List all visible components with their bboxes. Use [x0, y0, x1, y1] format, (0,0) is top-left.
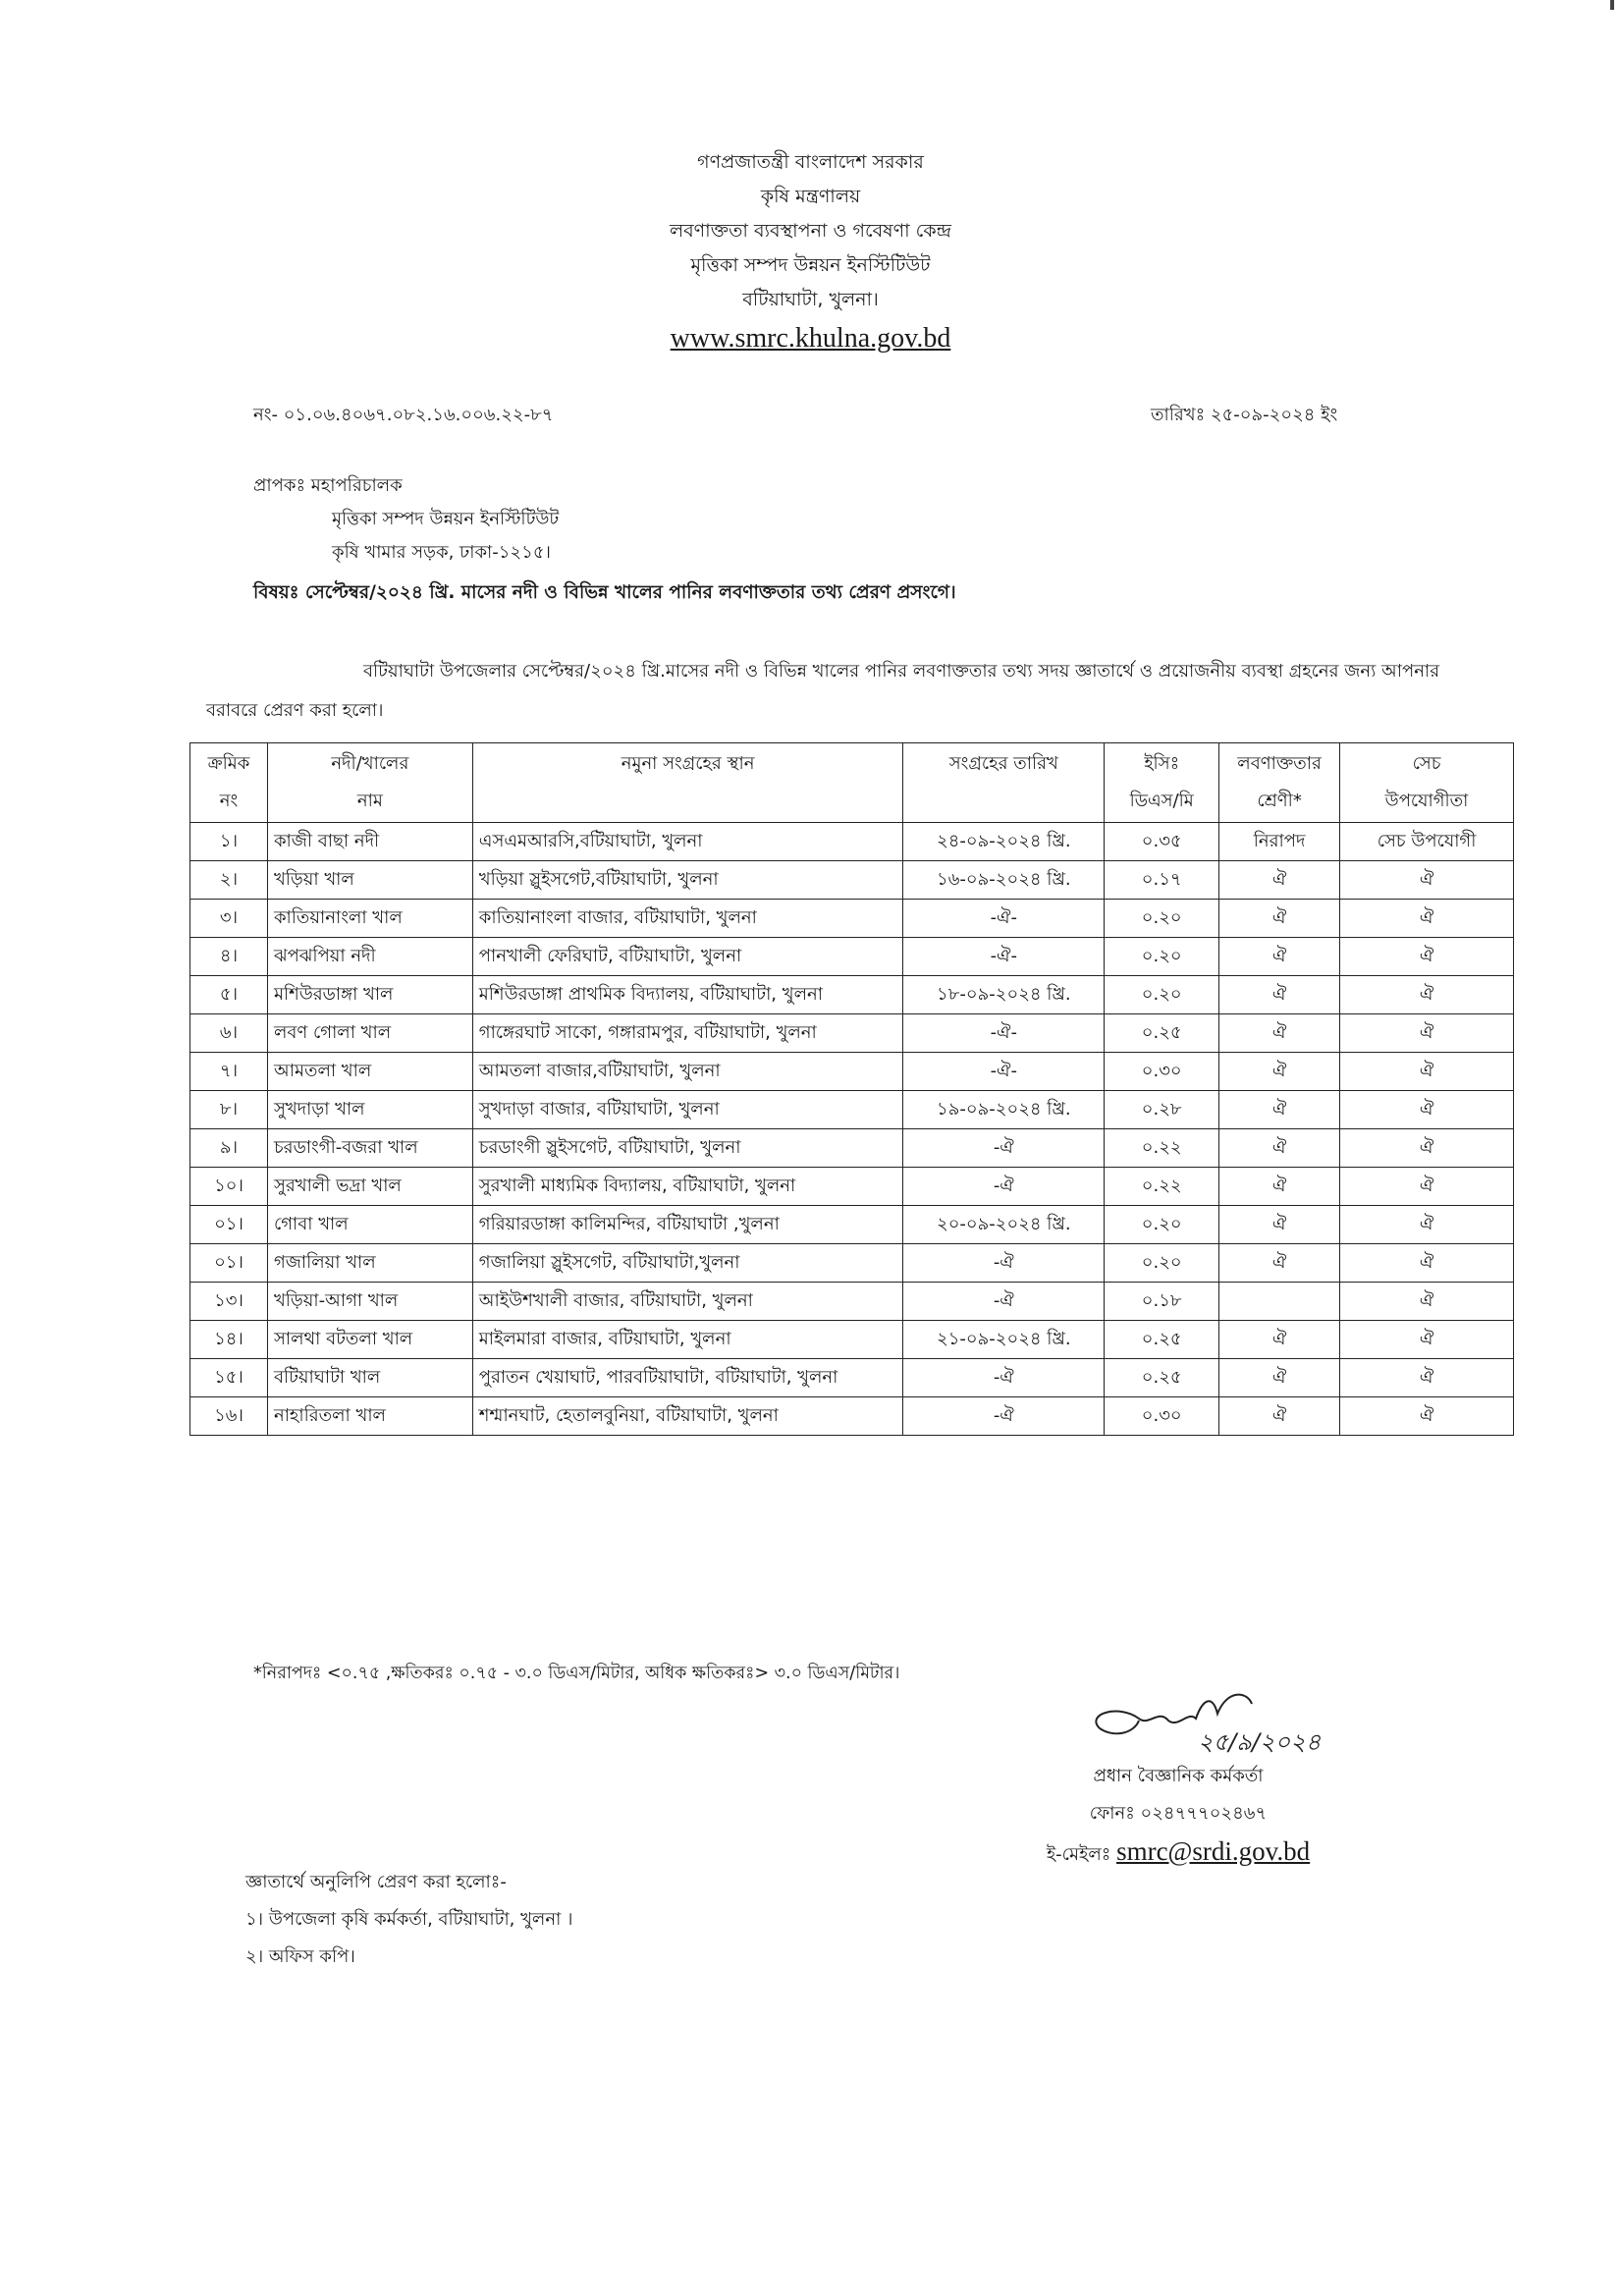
cell-serial: ১৫।: [190, 1359, 268, 1397]
cell-salinity-class: ঐ: [1219, 1321, 1340, 1359]
email-link[interactable]: smrc@srdi.gov.bd: [1116, 1836, 1311, 1866]
cell-salinity-class: ঐ: [1219, 1397, 1340, 1436]
table-row: [190, 1397, 1514, 1436]
recipient-address: কৃষি খামার সড়ক, ঢাকা-১২১৫।: [332, 542, 551, 563]
cell-serial: ৬।: [190, 1014, 268, 1053]
table-row: [190, 1244, 1514, 1283]
table-row: [190, 1321, 1514, 1359]
cell-river-name: সুখদাড়া খাল: [267, 1091, 472, 1129]
table-row: [190, 900, 1514, 938]
cell-irrigation: ঐ: [1340, 1283, 1514, 1321]
letterhead-address: বটিয়াঘাটা, খুলনা।: [742, 289, 879, 310]
cell-ec: ০.২২: [1105, 1168, 1219, 1206]
cell-date: -ঐ: [903, 1129, 1105, 1168]
cell-salinity-class: ঐ: [1219, 1014, 1340, 1053]
letterhead-government: গণপ্রজাতন্ত্রী বাংলাদেশ সরকার: [697, 151, 924, 173]
cell-location: গজালিয়া স্লুইসগেট, বটিয়াঘাটা,খুলনা: [472, 1244, 903, 1283]
cell-ec: ০.১৮: [1105, 1283, 1219, 1321]
header-irrigation: সেচ উপযোগীতা: [1340, 743, 1514, 823]
copy-to-title: জ্ঞাতার্থে অনুলিপি প্রেরণ করা হলোঃ-: [245, 1872, 507, 1892]
table-row: [190, 1206, 1514, 1244]
cell-date: -ঐ-: [903, 1014, 1105, 1053]
cell-irrigation: ঐ: [1340, 1321, 1514, 1359]
letterhead-ministry: কৃষি মন্ত্রণালয়: [760, 186, 861, 207]
cell-serial: ৯।: [190, 1129, 268, 1168]
cell-date: -ঐ: [903, 1283, 1105, 1321]
cell-salinity-class: ঐ: [1219, 900, 1340, 938]
cell-location: গরিয়ারডাঙ্গা কালিমন্দির, বটিয়াঘাটা ,খুলনা: [472, 1206, 903, 1244]
cell-salinity-class: [1219, 1283, 1340, 1321]
cell-location: কাতিয়ানাংলা বাজার, বটিয়াঘাটা, খুলনা: [472, 900, 903, 938]
cell-irrigation: ঐ: [1340, 1091, 1514, 1129]
cell-ec: ০.২৫: [1105, 1359, 1219, 1397]
header-ec: ইসিঃ ডিএস/মি: [1105, 743, 1219, 823]
cell-salinity-class: ঐ: [1219, 1206, 1340, 1244]
subject-line: বিষয়ঃ সেপ্টেম্বর/২০২৪ খ্রি. মাসের নদী ও বিভিন্ন খালের পানির লবণাক্ততার তথ্য প্রেরণ প্রসংগে।: [253, 582, 956, 603]
cell-river-name: লবণ গোলা খাল: [267, 1014, 472, 1053]
table-row: [190, 1091, 1514, 1129]
table-row: [190, 1168, 1514, 1206]
memo-number: নং- ০১.০৬.৪০৬৭.০৮২.১৬.০০৬.২২-৮৭: [253, 405, 554, 425]
table-row: [190, 976, 1514, 1014]
cell-irrigation: ঐ: [1340, 976, 1514, 1014]
copy-to-item: ১। উপজেলা কৃষি কর্মকর্তা, বটিয়াঘাটা, খুলনা ।: [245, 1909, 573, 1930]
cell-salinity-class: নিরাপদ: [1219, 823, 1340, 861]
header-salinity-class: লবণাক্ততার শ্রেণী*: [1219, 743, 1340, 823]
cell-date: ২১-০৯-২০২৪ খ্রি.: [903, 1321, 1105, 1359]
body-paragraph: বটিয়াঘাটা উপজেলার সেপ্টেম্বর/২০২৪ খ্রি.মাসের নদী ও বিভিন্ন খালের পানির লবণাক্ততার তথ্য সদয় জ্ঞাতার্থে ও প্রয়োজনীয় ব্যবস্থা গ্রহনের জন্য আপনার বরাবরে প্রেরণ করা হলো।: [206, 661, 1440, 721]
cell-irrigation: ঐ: [1340, 1129, 1514, 1168]
scan-artifact: [1610, 0, 1614, 10]
footnote: *নিরাপদঃ <০.৭৫ ,ক্ষতিকরঃ ০.৭৫ - ৩.০ ডিএস/মিটার, অধিক ক্ষতিকরঃ> ৩.০ ডিএস/মিটার।: [253, 1664, 900, 1683]
cell-ec: ০.৩০: [1105, 1397, 1219, 1436]
cell-date: -ঐ-: [903, 938, 1105, 976]
cell-date: -ঐ: [903, 1397, 1105, 1436]
cell-river-name: নাহারিতলা খাল: [267, 1397, 472, 1436]
cell-ec: ০.২০: [1105, 1244, 1219, 1283]
cell-river-name: সুরখালী ভদ্রা খাল: [267, 1168, 472, 1206]
recipient-institute: মৃত্তিকা সম্পদ উন্নয়ন ইনস্টিটিউট: [332, 509, 560, 529]
cell-serial: ৩।: [190, 900, 268, 938]
cell-ec: ০.২০: [1105, 900, 1219, 938]
cell-ec: ০.২৫: [1105, 1321, 1219, 1359]
cell-location: চরডাংগী স্লুইসগেট, বটিয়াঘাটা, খুলনা: [472, 1129, 903, 1168]
cell-location: পুরাতন খেয়াঘাট, পারবটিয়াঘাটা, বটিয়াঘাটা, খুলনা: [472, 1359, 903, 1397]
table-row: [190, 1129, 1514, 1168]
letterhead: [0, 145, 1621, 358]
table-row: [190, 938, 1514, 976]
cell-location: এসএমআরসি,বটিয়াঘাটা, খুলনা: [472, 823, 903, 861]
cell-date: -ঐ-: [903, 900, 1105, 938]
copy-to-item: ২। অফিস কপি।: [245, 1946, 355, 1967]
cell-serial: ৫।: [190, 976, 268, 1014]
table-row: [190, 1359, 1514, 1397]
header-serial: ক্রমিক নং: [190, 743, 268, 823]
cell-location: আইউশখালী বাজার, বটিয়াঘাটা, খুলনা: [472, 1283, 903, 1321]
cell-salinity-class: ঐ: [1219, 1053, 1340, 1091]
signatory-phone: ফোনঃ ০২৪৭৭৭০২৪৬৭: [1089, 1803, 1268, 1824]
cell-serial: ৮।: [190, 1091, 268, 1129]
cell-serial: ০১।: [190, 1206, 268, 1244]
signature-date: ২৫/৯/২০২৪: [1198, 1728, 1322, 1756]
cell-irrigation: ঐ: [1340, 1397, 1514, 1436]
cell-ec: ০.৩৫: [1105, 823, 1219, 861]
cell-date: ১৯-০৯-২০২৪ খ্রি.: [903, 1091, 1105, 1129]
cell-ec: ০.২০: [1105, 976, 1219, 1014]
cell-serial: ২।: [190, 861, 268, 900]
cell-serial: ০১।: [190, 1244, 268, 1283]
cell-irrigation: ঐ: [1340, 938, 1514, 976]
cell-location: মশিউরডাঙ্গা প্রাথমিক বিদ্যালয়, বটিয়াঘাটা, খুলনা: [472, 976, 903, 1014]
table-body: [190, 823, 1514, 1436]
table-row: [190, 1283, 1514, 1321]
header-location: নমুনা সংগ্রহের স্থান: [472, 743, 903, 823]
cell-river-name: সালথা বটতলা খাল: [267, 1321, 472, 1359]
cell-ec: ০.২৮: [1105, 1091, 1219, 1129]
cell-salinity-class: ঐ: [1219, 976, 1340, 1014]
cell-salinity-class: ঐ: [1219, 1091, 1340, 1129]
cell-salinity-class: ঐ: [1219, 1168, 1340, 1206]
cell-irrigation: ঐ: [1340, 1244, 1514, 1283]
cell-irrigation: ঐ: [1340, 1206, 1514, 1244]
cell-river-name: খড়িয়া-আগা খাল: [267, 1283, 472, 1321]
cell-location: পানখালী ফেরিঘাট, বটিয়াঘাটা, খুলনা: [472, 938, 903, 976]
table-row: [190, 1053, 1514, 1091]
table-row: [190, 823, 1514, 861]
cell-date: -ঐ: [903, 1244, 1105, 1283]
recipient-block: [253, 469, 559, 570]
cell-ec: ০.১৭: [1105, 861, 1219, 900]
salinity-table: [189, 742, 1514, 1436]
cell-date: ২০-০৯-২০২৪ খ্রি.: [903, 1206, 1105, 1244]
cell-salinity-class: ঐ: [1219, 861, 1340, 900]
table-header-row: [190, 743, 1514, 823]
letterhead-institute: মৃত্তিকা সম্পদ উন্নয়ন ইনস্টিটিউট: [690, 254, 931, 276]
cell-river-name: ঝপঝপিয়া নদী: [267, 938, 472, 976]
cell-location: সুরখালী মাধ্যমিক বিদ্যালয়, বটিয়াঘাটা, খুলনা: [472, 1168, 903, 1206]
signatory-block: [972, 1758, 1384, 1874]
table-row: [190, 1014, 1514, 1053]
cell-irrigation: সেচ উপযোগী: [1340, 823, 1514, 861]
cell-serial: ১৩।: [190, 1283, 268, 1321]
cell-irrigation: ঐ: [1340, 1168, 1514, 1206]
cell-serial: ৪।: [190, 938, 268, 976]
header-river-name: নদী/খালের নাম: [267, 743, 472, 823]
cell-date: ১৮-০৯-২০২৪ খ্রি.: [903, 976, 1105, 1014]
cell-serial: ১।: [190, 823, 268, 861]
memo-date: তারিখঃ ২৫-০৯-২০২৪ ইং: [1151, 405, 1338, 425]
cell-irrigation: ঐ: [1340, 1359, 1514, 1397]
cell-salinity-class: ঐ: [1219, 1244, 1340, 1283]
cell-ec: ০.২২: [1105, 1129, 1219, 1168]
cell-serial: ১০।: [190, 1168, 268, 1206]
cell-river-name: গজালিয়া খাল: [267, 1244, 472, 1283]
cell-serial: ১৪।: [190, 1321, 268, 1359]
cell-river-name: কাজী বাছা নদী: [267, 823, 472, 861]
cell-river-name: মশিউরডাঙ্গা খাল: [267, 976, 472, 1014]
email-label: ই-মেইলঃ: [1046, 1844, 1117, 1865]
cell-date: ২৪-০৯-২০২৪ খ্রি.: [903, 823, 1105, 861]
signatory-designation: প্রধান বৈজ্ঞানিক কর্মকর্তা: [1093, 1766, 1264, 1786]
website-link[interactable]: www.smrc.khulna.gov.bd: [670, 323, 951, 354]
table-row: [190, 861, 1514, 900]
copy-to-block: [245, 1864, 572, 1976]
cell-river-name: চরডাংগী-বজরা খাল: [267, 1129, 472, 1168]
cell-irrigation: ঐ: [1340, 861, 1514, 900]
cell-ec: ০.২০: [1105, 938, 1219, 976]
letterhead-center: লবণাক্ততা ব্যবস্থাপনা ও গবেষণা কেন্দ্র: [669, 220, 952, 242]
cell-location: শশ্মানঘাট, হেতালবুনিয়া, বটিয়াঘাটা, খুলনা: [472, 1397, 903, 1436]
cell-date: -ঐ-: [903, 1053, 1105, 1091]
cell-river-name: কাতিয়ানাংলা খাল: [267, 900, 472, 938]
cell-irrigation: ঐ: [1340, 1053, 1514, 1091]
cell-river-name: খড়িয়া খাল: [267, 861, 472, 900]
cell-ec: ০.৩০: [1105, 1053, 1219, 1091]
cell-salinity-class: ঐ: [1219, 938, 1340, 976]
recipient-title: প্রাপকঃ মহাপরিচালক: [253, 475, 403, 496]
cell-river-name: আমতলা খাল: [267, 1053, 472, 1091]
cell-irrigation: ঐ: [1340, 1014, 1514, 1053]
cell-location: আমতলা বাজার,বটিয়াঘাটা, খুলনা: [472, 1053, 903, 1091]
cell-location: গাঙ্গেরঘাট সাকো, গঙ্গারামপুর, বটিয়াঘাটা, খুলনা: [472, 1014, 903, 1053]
cell-salinity-class: ঐ: [1219, 1359, 1340, 1397]
cell-ec: ০.২০: [1105, 1206, 1219, 1244]
handwritten-signature: [1080, 1689, 1375, 1758]
cell-serial: ১৬।: [190, 1397, 268, 1436]
header-date: সংগ্রহের তারিখ: [903, 743, 1105, 823]
cell-date: -ঐ: [903, 1168, 1105, 1206]
cell-serial: ৭।: [190, 1053, 268, 1091]
cell-irrigation: ঐ: [1340, 900, 1514, 938]
cell-location: সুখদাড়া বাজার, বটিয়াঘাটা, খুলনা: [472, 1091, 903, 1129]
cell-location: খড়িয়া স্লুইসগেট,বটিয়াঘাটা, খুলনা: [472, 861, 903, 900]
cell-river-name: বটিয়াঘাটা খাল: [267, 1359, 472, 1397]
cell-location: মাইলমারা বাজার, বটিয়াঘাটা, খুলনা: [472, 1321, 903, 1359]
cell-salinity-class: ঐ: [1219, 1129, 1340, 1168]
signatory-email-line: [972, 1832, 1384, 1874]
cell-ec: ০.২৫: [1105, 1014, 1219, 1053]
cell-river-name: গোবা খাল: [267, 1206, 472, 1244]
cell-date: ১৬-০৯-২০২৪ খ্রি.: [903, 861, 1105, 900]
cell-date: -ঐ: [903, 1359, 1105, 1397]
